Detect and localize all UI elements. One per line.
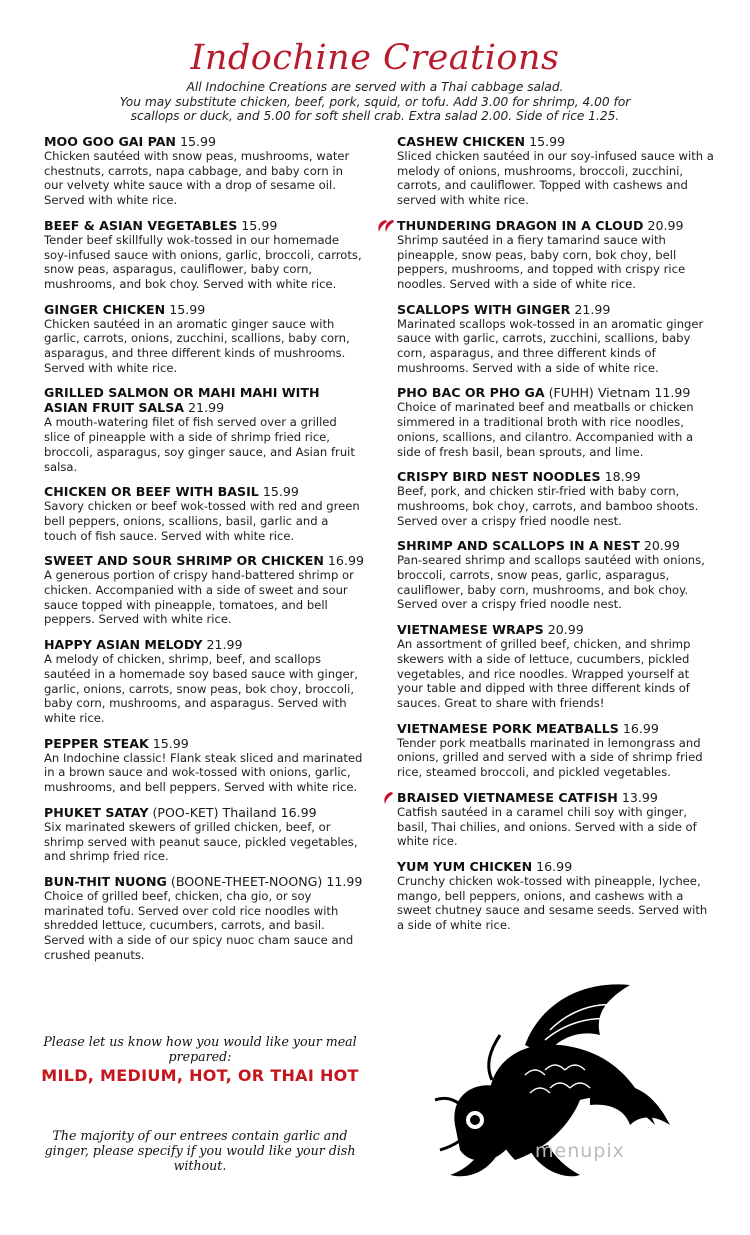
menu-item-price: 15.99 (529, 134, 566, 149)
menu-item-price: 16.99 (327, 553, 364, 569)
menu-item-header (44, 302, 364, 317)
subtitle-line: scallops or duck, and 5.00 for soft shell crab. Extra salad 2.00. Side of rice 1.25. (130, 109, 620, 124)
watermark-text: menupix (535, 1140, 625, 1162)
menu-item (397, 721, 715, 780)
menu-title: Indochine Creations (190, 38, 560, 78)
menu-item-description: A generous portion of crispy hand-battered shrimp or chicken. Accompanied with a side of sweet and sour sauce topped with pineapple, tomatoes, and bell peppers. Served with white rice. (44, 568, 354, 627)
menu-item-description: Tender pork meatballs marinated in lemongrass and onions, grilled and served with a side of shrimp fried rice, steamed broccoli, and pickled vegetables. (397, 735, 703, 780)
menu-item-description: Beef, pork, and chicken stir-fried with baby corn, mushrooms, bok choy, carrots, and bamboo shoots. Served over a crispy fried noodle nest. (397, 484, 699, 528)
menu-item (44, 874, 364, 963)
garlic-ginger-note: The majority of our entrees contain garlic and ginger, please specify if you would like your dish without. (44, 1128, 356, 1173)
menu-item-description: Chicken sautéed in an aromatic ginger sauce with garlic, carrots, onions, zucchini, scallions, baby corn, asparagus, and three different kinds of mushrooms. Served with white rice. (44, 316, 350, 375)
menu-item (397, 218, 715, 292)
menu-item (44, 218, 364, 292)
menu-item-price: 18.99 (604, 469, 641, 485)
menu-item-price: 20.99 (547, 622, 584, 638)
menu-item-header (397, 538, 715, 553)
menu-item (397, 134, 715, 208)
menu-item (44, 553, 364, 627)
menu-item-name: VIETNAMESE PORK MEATBALLS (397, 720, 619, 736)
menu-item-description: Pan-seared shrimp and scallops sautéed with onions, broccoli, carrots, snow peas, garlic, asparagus, cauliflower, baby corn, mushrooms, and bok choy. Served over a crispy fried noodle nest. (397, 553, 705, 612)
menu-item-name: YUM YUM CHICKEN (397, 858, 533, 874)
menu-item-description: Chicken sautéed with snow peas, mushrooms, water chestnuts, carrots, napa cabbage, and baby corn in our velvety white sauce with a drop of sesame oil. Served with white rice. (44, 149, 350, 208)
menu-item-name: BEEF & ASIAN VEGETABLES (44, 217, 238, 233)
menu-item-price: 21.99 (188, 400, 225, 416)
menu-item-header (397, 385, 715, 400)
menu-item-pronunciation: (FUHH) Vietnam (548, 385, 651, 401)
menu-item (44, 805, 364, 864)
subtitle-line: You may substitute chicken, beef, pork, squid, or tofu. Add 3.00 for shrimp, 4.00 for (119, 94, 631, 109)
menu-item-name: CRISPY BIRD NEST NOODLES (397, 469, 601, 485)
menu-item-header (397, 622, 715, 637)
menu-item-description: Six marinated skewers of grilled chicken, beef, or shrimp served with peanut sauce, pickled vegetables, and shrimp fried rice. (44, 819, 358, 864)
menu-item-price: 11.99 (654, 385, 691, 401)
menu-item-description: A mouth-watering filet of fish served over a grilled slice of pineapple with a side of shrimp fried rice, broccoli, asparagus, soy ginger sauce, and Asian fruit salsa. (44, 415, 355, 474)
subtitle-line: All Indochine Creations are served with a Thai cabbage salad. (186, 80, 564, 94)
menu-item (397, 538, 715, 612)
menu-item (44, 134, 364, 208)
menu-item-header (44, 553, 364, 568)
menu-item-price: 13.99 (621, 789, 658, 805)
menu-item-description: Sliced chicken sautéed in our soy-infused sauce with a melody of onions, mushrooms, broccoli, zucchini, carrots, and cauliflower. Topped with cashews and served with white rice. (397, 149, 714, 208)
menu-item-header (397, 218, 715, 233)
menu-item-pronunciation: (BOONE-THEET-NOONG) (170, 873, 323, 889)
menu-item-price: 16.99 (280, 804, 317, 820)
prep-note: Please let us know how you would like your meal prepared: (43, 1034, 357, 1064)
menu-item-price: 21.99 (574, 301, 611, 317)
menu-item-description: Crunchy chicken wok-tossed with pineapple, lychee, mango, bell peppers, onions, and cashews with a sweet chutney sauce and sesame seeds. Served with a side of white rice. (397, 873, 708, 933)
menu-item-header (44, 484, 364, 499)
menu-item-name: CHICKEN OR BEEF WITH BASIL (44, 484, 259, 500)
menu-item-pronunciation: (POO-KET) Thailand (152, 804, 277, 820)
menu-item-header (44, 736, 364, 751)
menu-item (44, 637, 364, 726)
menu-item-price: 16.99 (622, 720, 659, 736)
menu-item-name: PEPPER STEAK (44, 735, 149, 751)
menu-item (44, 302, 364, 376)
menu-item-price: 20.99 (647, 217, 684, 233)
menu-item-header (397, 721, 715, 736)
menu-item-header (44, 218, 364, 233)
menu-item-price: 15.99 (169, 301, 206, 317)
menu-item-name: SHRIMP AND SCALLOPS IN A NEST (397, 538, 640, 554)
menu-item-name: THUNDERING DRAGON IN A CLOUD (397, 217, 644, 233)
menu-item-description: Choice of marinated beef and meatballs or chicken simmered in a traditional broth with rice noodles, onions, scallions, and cilantro. Accompanied with a side of fresh basil, bean sprouts, and lime. (397, 400, 694, 459)
menu-item-header (397, 302, 715, 317)
menu-item-header (397, 859, 715, 874)
chili-pepper-icon (376, 219, 396, 233)
menu-item-header (397, 790, 715, 805)
menu-item-header (44, 385, 364, 415)
menu-item-price: 15.99 (180, 134, 217, 149)
menu-item-name: SWEET AND SOUR SHRIMP OR CHICKEN (44, 553, 324, 569)
menu-item (397, 622, 715, 711)
menu-item-description: An assortment of grilled beef, chicken, and shrimp skewers with a side of lettuce, cucumbers, pickled vegetables, and rice noodles. Wrapped yourself at your table and dipped with three different kinds of sauces. Great to share with friends! (397, 637, 691, 710)
menu-item-name: PHUKET SATAY (44, 804, 149, 820)
menu-item-price: 15.99 (262, 484, 299, 500)
menu-item-header (44, 134, 364, 149)
menu-item-description: Shrimp sautéed in a fiery tamarind sauce with pineapple, snow peas, baby corn, bok choy, bell peppers, mushrooms, and topped with crispy rice noodles. Served with a side of white rice. (397, 232, 686, 291)
menu-item-description: An Indochine classic! Flank steak sliced and marinated in a brown sauce and wok-tossed with onions, garlic, mushrooms, and bell peppers. Served with white rice. (44, 750, 363, 795)
menu-item-header (397, 469, 715, 484)
menu-item (397, 385, 715, 459)
menu-item-name: PHO BAC OR PHO GA (397, 385, 545, 401)
menu-item-header (44, 637, 364, 652)
menu-item-name: SCALLOPS WITH GINGER (397, 301, 571, 317)
menu-item-name: VIETNAMESE WRAPS (397, 622, 544, 638)
heat-levels: MILD, MEDIUM, HOT, OR THAI HOT (41, 1066, 359, 1085)
menu-item-name: CASHEW CHICKEN (397, 134, 526, 149)
menu-item-name: GRILLED SALMON OR MAHI MAHI WITH ASIAN FRUIT SALSA (44, 385, 320, 416)
menu-item-description: A melody of chicken, shrimp, beef, and scallops sautéed in a homemade soy based sauce with ginger, garlic, onions, carrots, snow peas, bok choy, broccoli, baby corn, mushrooms, and asparagus. Served with white rice. (44, 652, 359, 725)
menu-item-name: HAPPY ASIAN MELODY (44, 637, 203, 653)
right-menu-column (397, 134, 715, 943)
menu-item (397, 859, 715, 933)
menu-subtitle (60, 80, 690, 124)
menu-item-price: 16.99 (536, 858, 573, 874)
chili-pepper-icon (382, 791, 395, 805)
menu-item-name: GINGER CHICKEN (44, 301, 166, 317)
menu-item-price: 15.99 (152, 735, 189, 751)
menu-item (44, 736, 364, 795)
menu-item-header (44, 874, 364, 889)
menu-item-description: Choice of grilled beef, chicken, cha gio, or soy marinated tofu. Served over cold rice noodles with shredded lettuce, cucumbers, carrots, and basil. Served with a side of our spicy nuoc cham sauce and crushed peanuts. (44, 888, 354, 962)
menu-item-price: 21.99 (206, 637, 243, 653)
menu-item (397, 469, 715, 528)
menu-item-description: Catfish sautéed in a caramel chili soy with ginger, basil, Thai chilies, and onions. Served with a side of white rice. (397, 804, 697, 849)
left-menu-column (44, 134, 364, 972)
menu-item (397, 302, 715, 376)
menu-item-name: BUN-THIT NUONG (44, 873, 167, 889)
menu-item-description: Marinated scallops wok-tossed in an aromatic ginger sauce with garlic, carrots, zucchini, scallions, baby corn, asparagus, and three different kinds of mushrooms. Served with a side of white rice. (397, 316, 704, 375)
menu-item (397, 790, 715, 849)
menu-item-description: Savory chicken or beef wok-tossed with red and green bell peppers, onions, scallions, basil, garlic and a touch of fish sauce. Served with white rice. (44, 499, 360, 543)
menu-item-description: Tender beef skillfully wok-tossed in our homemade soy-infused sauce with onions, garlic, broccoli, carrots, snow peas, asparagus, cauliflower, baby corn, mushrooms, and bok choy. Served with white rice. (44, 232, 362, 291)
menu-item-name: MOO GOO GAI PAN (44, 134, 176, 149)
menu-item-price: 20.99 (643, 538, 680, 554)
menu-item (44, 484, 364, 543)
menu-item-header (397, 134, 715, 149)
menu-item-price: 11.99 (326, 873, 363, 889)
menu-item-header (44, 805, 364, 820)
menu-item-price: 15.99 (241, 217, 278, 233)
menu-item-name: BRAISED VIETNAMESE CATFISH (397, 789, 618, 805)
menu-item (44, 385, 364, 474)
